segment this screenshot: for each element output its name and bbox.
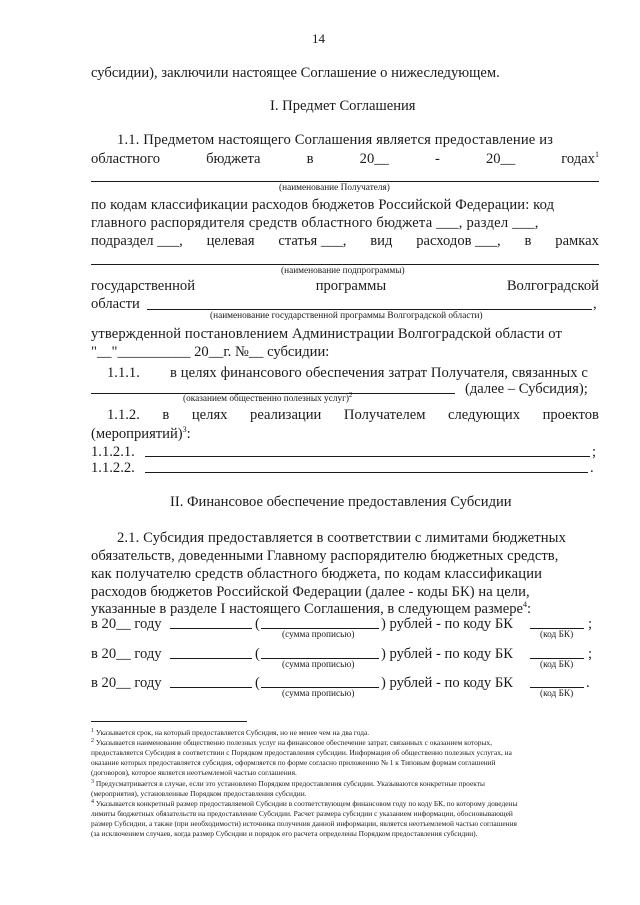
page-number: 14 <box>312 31 325 46</box>
word: годах <box>561 151 595 167</box>
footnote-mark: 2 <box>91 738 94 744</box>
rub-text: ) рублей - по коду БК <box>381 616 513 632</box>
footnote-1 <box>91 728 369 738</box>
caption-sum: (сумма прописью) <box>282 689 355 699</box>
kbk-line3 <box>91 232 599 250</box>
semicolon: ; <box>588 646 593 662</box>
caption-program: (наименование государственной программы Волгоградской области) <box>210 311 483 321</box>
word: подраздел ___, <box>91 233 183 249</box>
footnote-mark: 1 <box>91 728 94 734</box>
caption-kbk: (код БК) <box>540 689 574 699</box>
caption-kbk: (код БК) <box>540 630 574 640</box>
p112-line2-text: (мероприятий) <box>91 426 183 442</box>
year-amount-line <box>170 628 252 629</box>
word: 20__ <box>359 151 389 167</box>
p112-line1 <box>107 406 599 424</box>
subprogram-line <box>91 264 599 265</box>
p21-line2: обязательств, доведенными Главному распорядителю бюджетных средств, <box>91 548 559 564</box>
word: 1.1.2. <box>107 407 140 423</box>
kbk-line1: по кодам классификации расходов бюджетов Российской Федерации: код <box>91 197 555 213</box>
recipient-line <box>91 181 599 182</box>
footnote-mark: 4 <box>91 799 94 805</box>
sum-words-line <box>261 628 379 629</box>
word: расходов ___, <box>416 233 501 249</box>
footnote-4-line2: лимиты бюджетных обязательств на предоставление Субсидии. Расчет размера субсидии с указанием информации, обосновывающей <box>91 809 513 818</box>
kbk-line <box>530 687 584 688</box>
rub-text: ) рублей - по коду БК <box>381 675 513 691</box>
sum-words-line <box>261 687 379 688</box>
word: проектов <box>542 407 599 423</box>
period: . <box>586 675 590 691</box>
word: следующих <box>448 407 521 423</box>
word: областного <box>91 151 160 167</box>
caption-sum: (сумма прописью) <box>282 630 355 640</box>
caption-recipient: (наименование Получателя) <box>279 183 390 193</box>
caption-services <box>183 391 353 405</box>
p111-label: 1.1.1. <box>107 365 140 381</box>
p21-line1: 2.1. Субсидия предоставляется в соответствии с лимитами бюджетных <box>117 530 566 546</box>
footnote-3-line2: (мероприятия), установленные Порядком предоставления субсидии. <box>91 789 307 798</box>
p11-line2 <box>91 150 599 168</box>
kbk-line <box>530 628 584 629</box>
word: Волгоградской <box>506 278 599 294</box>
word: в <box>162 407 170 423</box>
word: бюджета <box>206 151 261 167</box>
caption-text: (оказанием общественно полезных услуг) <box>183 394 350 404</box>
kbk-line2: главного распорядителя средств областного бюджета ___, раздел ___, <box>91 215 539 231</box>
year-amount-line <box>170 687 252 688</box>
caption-subprogram: (наименование подпрограммы) <box>281 266 405 276</box>
footnote-2-line4: (договоров), которое является неотъемлемой частью соглашения. <box>91 768 297 777</box>
word: Получателем <box>343 407 426 423</box>
footnote-text: Указывается наименование общественно полезных услуг на финансовое обеспечение затрат, связанных с оказанием которых, <box>95 738 492 747</box>
word: 20__ <box>485 151 516 167</box>
section1-title: I. Предмет Соглашения <box>270 98 416 114</box>
oblasti-word: области <box>91 296 140 312</box>
year-prefix: в 20__ году <box>91 675 162 691</box>
footnote-mark: 4 <box>523 600 528 609</box>
word-with-footnote <box>561 150 599 168</box>
rub-text: ) рублей - по коду БК <box>381 646 513 662</box>
caption-kbk: (код БК) <box>540 660 574 670</box>
word: в <box>306 151 314 167</box>
footnote-4-line4: (за исключением случаев, когда размер Субсидии и порядок его расчета определены Порядком предоставления субсидии). <box>91 829 478 838</box>
program-line <box>147 309 592 310</box>
footnote-mark: 2 <box>349 391 353 399</box>
word: целевая <box>206 233 255 249</box>
sum-words-line <box>261 658 379 659</box>
p21-line5: указанные в разделе I настоящего Соглашения, в следующем размере$^4$: <box>91 600 532 617</box>
word: рамках <box>555 233 599 249</box>
period: . <box>590 460 594 476</box>
p21-line5-text: указанные в разделе I настоящего Соглашения, в следующем размере <box>91 601 524 617</box>
footnote-text: Указывается конкретный размер предоставляемой Субсидии в соответствующем финансовом году по коду БК, по которому доведены <box>95 799 518 808</box>
word: - <box>434 151 440 167</box>
word: программы <box>315 278 387 294</box>
approved-line2: "__"__________ 20__г. №__ субсидии: <box>91 344 330 360</box>
footnote-3 <box>91 779 485 789</box>
footnote-4-line3: размер Субсидии, а также (при необходимости) источника получения данной информации, является неотъемлемой частью соглашения <box>91 819 517 828</box>
approved-line1: утвержденной постановлением Администрации Волгоградской области от <box>91 326 562 342</box>
p111-tail: (далее – Субсидия); <box>465 381 588 397</box>
p1121-label: 1.1.2.1. <box>91 444 135 460</box>
caption-sum: (сумма прописью) <box>282 660 355 670</box>
year-prefix: в 20__ году <box>91 616 162 632</box>
kbk-line <box>530 658 584 659</box>
word: статья ___, <box>278 233 347 249</box>
p112-line2: (мероприятий)$^3$: <box>91 425 191 442</box>
footnote-2-line3: оказание которых предоставляется субсидия, оформляется по форме согласно приложению № 1 к Типовым формам соглашений <box>91 758 496 767</box>
p111-text: в целях финансового обеспечения затрат Получателя, связанных с <box>170 365 588 381</box>
semicolon: ; <box>592 444 597 460</box>
open-paren: ( <box>255 646 260 662</box>
p1122-label: 1.1.2.2. <box>91 460 135 476</box>
comma: , <box>593 296 597 312</box>
word: государственной <box>91 278 196 294</box>
year-prefix: в 20__ году <box>91 646 162 662</box>
open-paren: ( <box>255 675 260 691</box>
intro-line: субсидии), заключили настоящее Соглашение о нижеследующем. <box>91 65 500 81</box>
footnote-text: Предусматривается в случае, если это установлено Порядком предоставления субсидии. Указываются конкретные проекты <box>95 779 485 788</box>
word: вид <box>370 233 393 249</box>
word: целях <box>191 407 228 423</box>
p1122-line <box>145 472 588 473</box>
semicolon: ; <box>588 616 593 632</box>
p11-line1: 1.1. Предметом настоящего Соглашения является предоставление из <box>117 132 554 148</box>
section2-title: II. Финансовое обеспечение предоставления Субсидии <box>170 494 512 510</box>
word: в <box>524 233 532 249</box>
footnote-mark: 3 <box>182 425 187 434</box>
word: реализации <box>250 407 322 423</box>
p21-line4: расходов бюджетов Российской Федерации (далее - коды БК) на цели, <box>91 584 530 600</box>
footnote-4 <box>91 799 517 809</box>
footnote-text: Указывается срок, на который предоставляется Субсидия, но не менее чем на два года. <box>95 728 370 737</box>
footnote-mark: 1 <box>594 150 599 159</box>
p21-line3: как получателю средств областного бюджета, по кодам классификации <box>91 566 543 582</box>
open-paren: ( <box>255 616 260 632</box>
footnote-2 <box>91 738 492 748</box>
footnote-2-line2: предоставляется Субсидия в соответствии с Порядком предоставления субсидии. Информация об общественно полезных услугах, на <box>91 748 512 757</box>
gov-program-line <box>91 277 599 295</box>
footnote-separator <box>91 721 247 722</box>
year-amount-line <box>170 658 252 659</box>
p1121-line <box>145 456 590 457</box>
footnote-mark: 3 <box>91 779 94 785</box>
